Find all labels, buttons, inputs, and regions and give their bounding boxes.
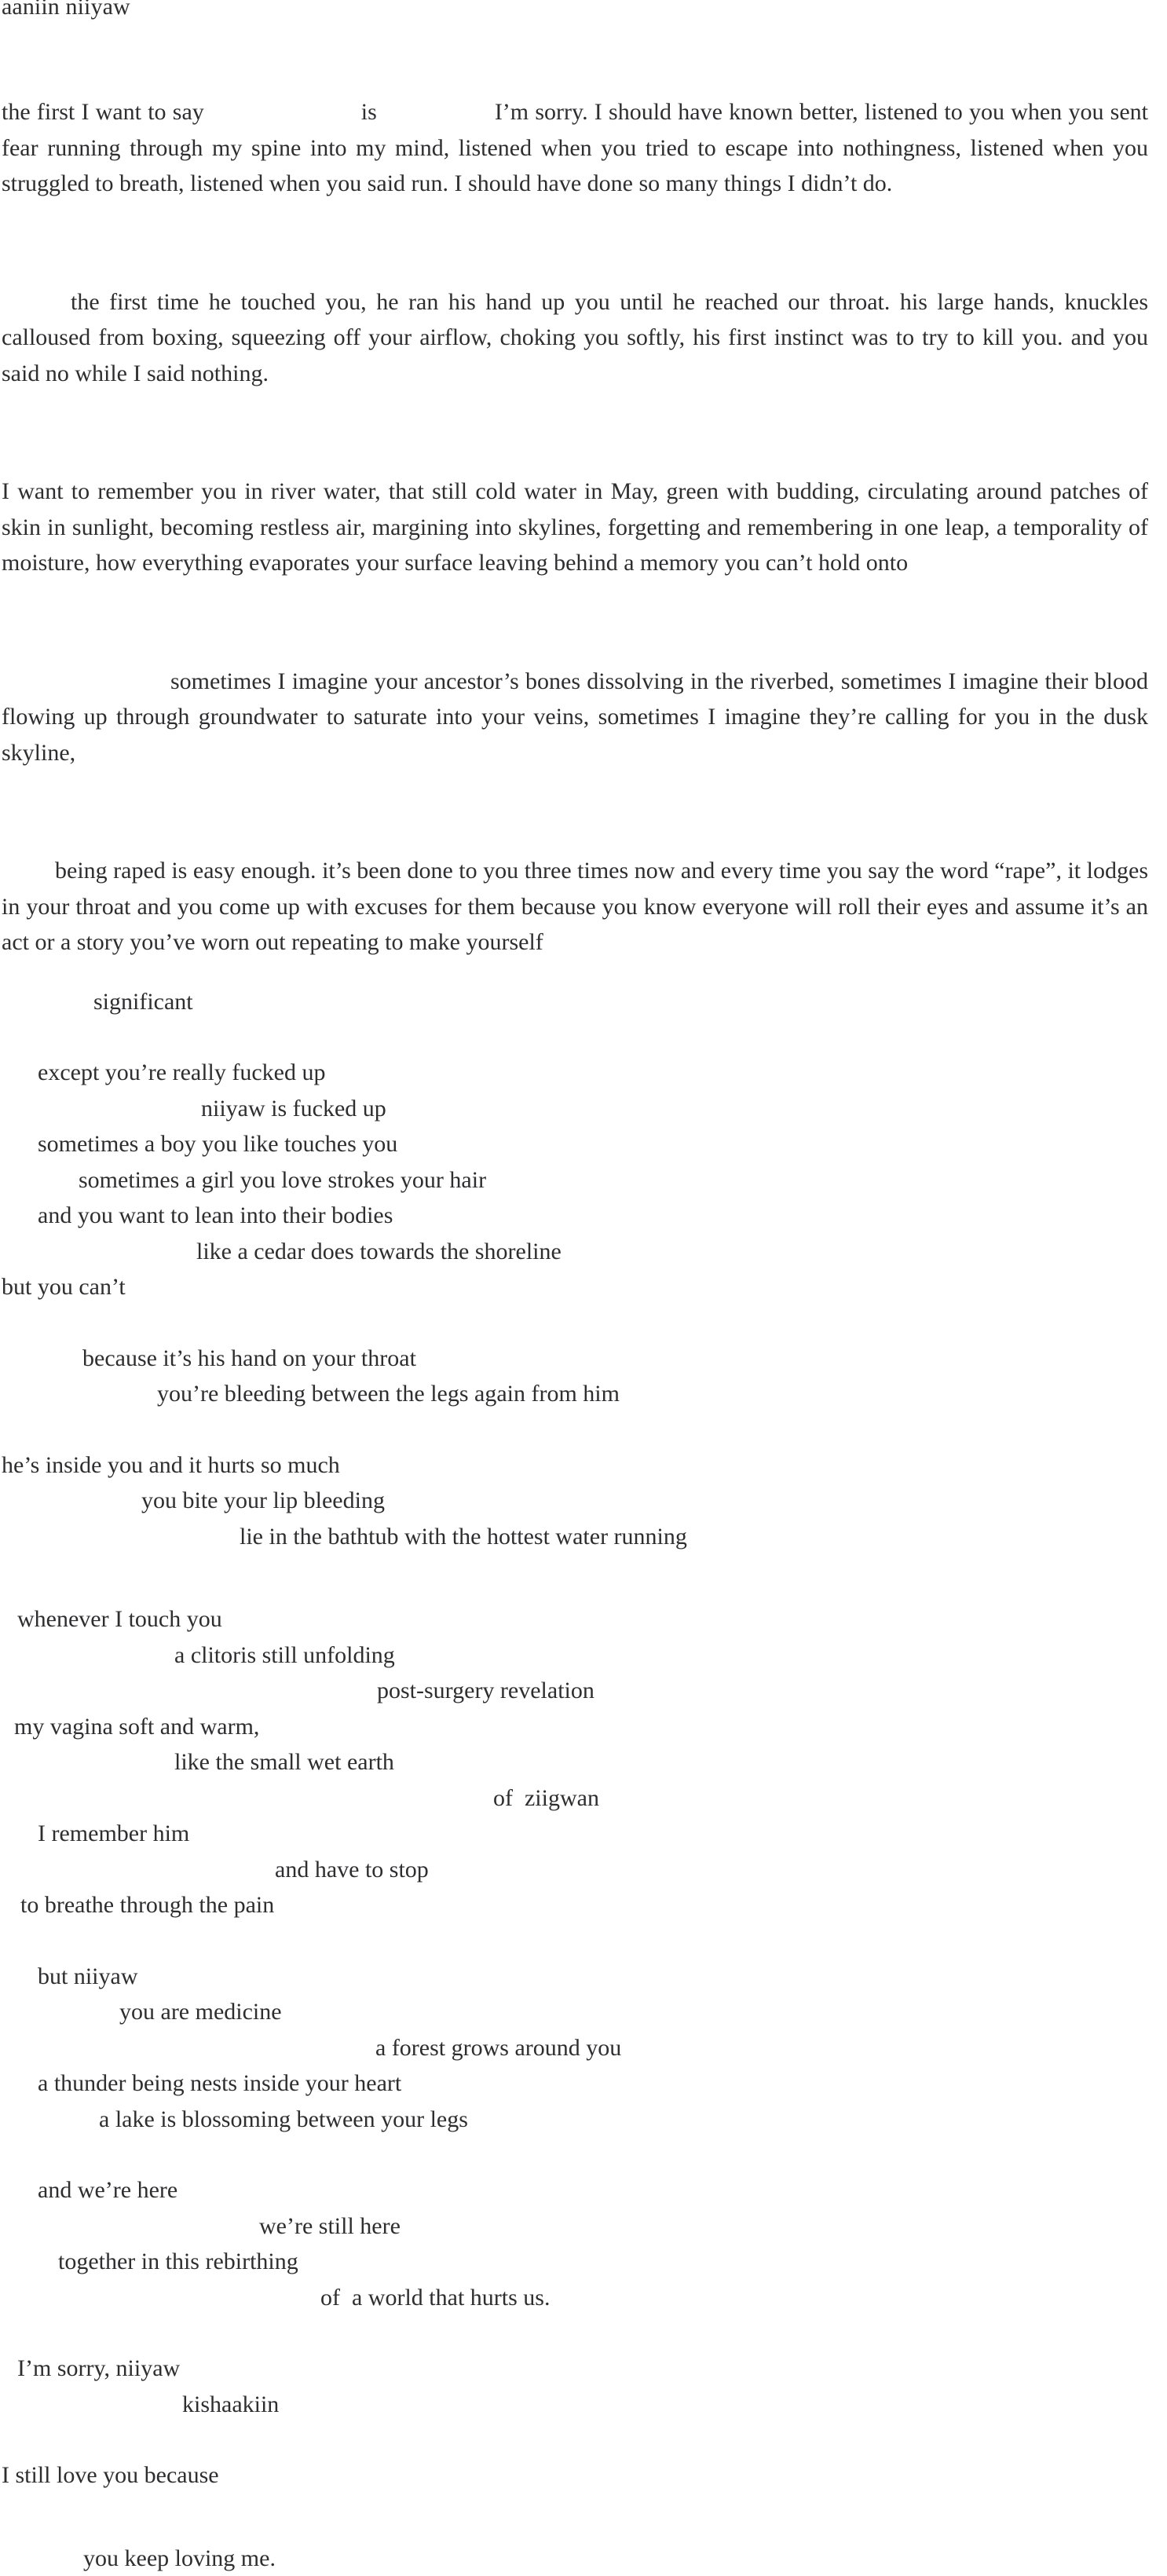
verse-line: except you’re really fucked up [0,1055,1151,1091]
verse-line: and you want to lean into their bodies [0,1198,1151,1234]
stanza-13 [0,2457,1151,2494]
spacer [0,415,1151,450]
stanza-2-text: the first time he touched you, he ran his hand up you until he reached our throat. his large hands, knuckles calloused from boxing, squeezing off your airflow, choking you softly, his first instinct was to try to kill you. and you said no while I said nothing. [2,289,1148,386]
verse-line: kishaakiin [0,2387,1151,2423]
verse-line: lie in the bathtub with the hottest water running [0,1519,1151,1555]
stanza-8 [0,1447,1151,1555]
stanza-9 [0,1601,1151,1923]
verse-line: I remember him [0,1816,1151,1852]
stanza-6 [0,1055,1151,1305]
stanza-7 [0,1341,1151,1412]
verse-line: but niiyaw [0,1959,1151,1995]
stanza-10 [0,1959,1151,2138]
stanza-4 [0,664,1151,771]
spacer [0,1305,1151,1341]
verse-line: a clitoris still unfolding [0,1637,1151,1674]
stanza-5-paragraph [0,853,1148,961]
verse-line: we’re still here [0,2208,1151,2245]
spacer [0,2137,1151,2172]
verse-line: sometimes a girl you love strokes your hair [0,1162,1151,1198]
verse-line: I’m sorry, niiyaw [0,2351,1151,2387]
verse-line: of ziigwan [0,1780,1151,1817]
verse-line: whenever I touch you [0,1601,1151,1637]
verse-line: he’s inside you and it hurts so much [0,1447,1151,1484]
stanza-1 [0,94,1151,202]
verse-line: niiyaw is fucked up [0,1091,1151,1127]
stanza-11 [0,2172,1151,2315]
stanza-5-tail-line: significant [0,984,1151,1020]
verse-line: because it’s his hand on your throat [0,1341,1151,1377]
verse-line: post-surgery revelation [0,1673,1151,1709]
spacer [0,1554,1151,1601]
spacer [0,24,1151,71]
verse-line: you’re bleeding between the legs again from him [0,1376,1151,1412]
spacer [0,1412,1151,1447]
stanza-5 [0,853,1151,1019]
verse-line: a forest grows around you [0,2030,1151,2066]
stanza-3-text: I want to remember you in river water, that still cold water in May, green with budding, circulating around patches of skin in sunlight, becoming restless air, margining into skylines, forgetting and remembering in one leap, a temporality of moisture, how everything evaporates your surface leaving behind a memory you can’t hold onto [2,478,1148,576]
spacer [0,1923,1151,1959]
stanza-1-part-c: I’m sorry. I should have known better, listened to you when you sent fear running through my spine into my mind, listened when you tried to escape into nothingness, listened when you struggled to breath, listened when you said run. I should have done so many things I didn’t do. [2,99,1148,196]
verse-line: like a cedar does towards the shoreline [0,1234,1151,1270]
spacer [0,2315,1151,2351]
verse-line: like the small wet earth [0,1744,1151,1780]
stanza-3-paragraph [0,474,1148,581]
spacer [0,2422,1151,2457]
spacer [0,225,1151,261]
verse-line: to breathe through the pain [0,1887,1151,1923]
spacer [0,794,1151,829]
page-title: aaniin niiyaw [0,0,1151,19]
spacer [0,1019,1151,1055]
stanza-2-paragraph [0,284,1148,392]
stanza-2 [0,284,1151,392]
stanza-4-text: sometimes I imagine your ancestor’s bones dissolving in the riverbed, sometimes I imagine their blood flowing up through groundwater to saturate into your veins, sometimes I imagine they’re calling for you in the dusk skyline, [2,668,1148,766]
stanza-4-paragraph [0,664,1148,771]
verse-line: but you can’t [0,1269,1151,1305]
stanza-5-text: being raped is easy enough. it’s been done to you three times now and every time you say the word “rape”, it lodges in your throat and you come up with excuses for them because you know everyone will roll their eyes and assume it’s an act or a story you’ve worn out repeating to make yourself [2,858,1148,955]
stanza-12 [0,2351,1151,2422]
stanza-1-paragraph [0,94,1148,202]
verse-line: together in this rebirthing [0,2244,1151,2280]
stanza-1-part-b: is [361,99,377,125]
stanza-1-part-a: the first I want to say [2,99,204,125]
verse-line: you keep loving me. [0,2541,1151,2576]
stanza-14 [0,2541,1151,2576]
verse-line: and we’re here [0,2172,1151,2208]
verse-line: of a world that hurts us. [0,2280,1151,2316]
stanza-3 [0,474,1151,581]
verse-line: a thunder being nests inside your heart [0,2066,1151,2102]
verse-line: you are medicine [0,1994,1151,2030]
verse-line: you bite your lip bleeding [0,1483,1151,1519]
spacer [0,605,1151,640]
verse-line: a lake is blossoming between your legs [0,2102,1151,2138]
verse-line: I still love you because [0,2457,1151,2494]
verse-line: sometimes a boy you like touches you [0,1126,1151,1162]
verse-line: my vagina soft and warm, [0,1709,1151,1745]
verse-line: and have to stop [0,1852,1151,1888]
